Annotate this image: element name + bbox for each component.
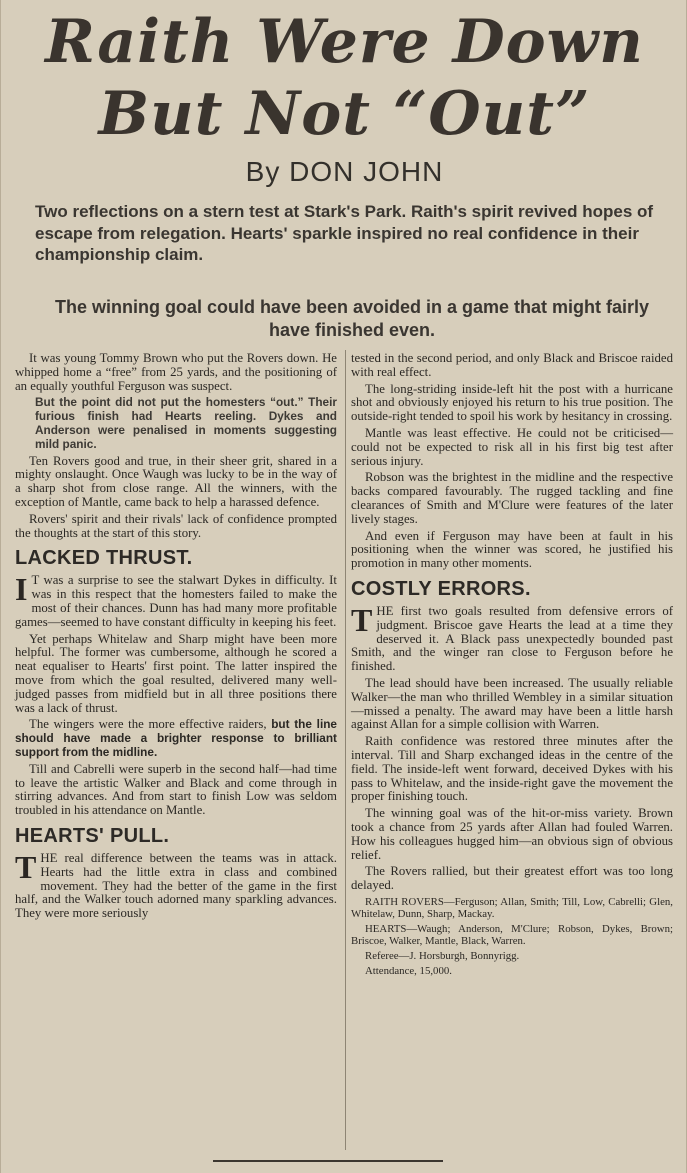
paragraph-text-bold: but the line should have made a brighter response to brilliant support from the midline.	[15, 717, 337, 759]
referee-line: Referee—J. Horsburgh, Bonnyrigg.	[365, 949, 520, 962]
bottom-rule	[213, 1160, 443, 1162]
paragraph: Till and Cabrelli were superb in the second half—had time to leave the artistic Walker and Black and come through in stirring advances. And from start to finish Low was seldom troubled in his attendance on Mantle.	[15, 761, 337, 818]
paragraph-text: HE real difference between the teams was in attack. Hearts had the little extra in class and combined movement. They had the better of the game in the first half, and the Walker touch adorned many sparkling advances. They were more seriously	[15, 850, 337, 921]
column-divider	[345, 350, 346, 1150]
deck-summary: Two reflections on a stern test at Stark's Park. Raith's spirit revived hopes of escape from relegation. Hearts' sparkle inspired no real confidence in their championship claim.	[35, 202, 654, 264]
paragraph	[351, 601, 673, 674]
paragraph: But the point did not put the homesters “out.” Their furious finish had Hearts reeling. Dykes and Anderson were penalised in moments suggesting mild panic.	[35, 395, 337, 451]
paragraph: The lead should have been increased. The usually reliable Walker—the man who thrilled Wembley in a similar situation—missed a penalty. The award may have been a little harsh against Allan for a simple collision with Warren.	[351, 675, 673, 732]
right-column	[351, 352, 673, 980]
attendance-line: Attendance, 15,000.	[365, 964, 452, 977]
drop-cap: I	[15, 571, 28, 608]
drop-cap: T	[351, 601, 373, 638]
paragraph-text: The wingers were the more effective raiders,	[29, 717, 267, 732]
paragraph	[15, 718, 337, 759]
paragraph: And even if Ferguson may have been at fault in his positioning when the winner was scored, he justified his promotion in many other moments.	[351, 528, 673, 571]
paragraph: Raith confidence was restored three minutes after the interval. Till and Sharp exchanged ideas in the centre of the field. The inside-left went forward, deceived Dykes with his pass to Whitelaw, and the inside-right gave the movement the proper finishing touch.	[351, 734, 673, 804]
paragraph: The winning goal was of the hit-or-miss variety. Brown took a chance from 25 yards after Allan had fouled Warren. How his colleagues hugged him—an obvious sign of obvious relief.	[351, 806, 673, 862]
paragraph: Rovers' spirit and their rivals' lack of confidence prompted the thoughts at the start of this story.	[15, 511, 337, 540]
paragraph-text: T was a surprise to see the stalwart Dykes in difficulty. It was in this respect that the homesters failed to make the most of their chances. Dunn has had many more profitable games—seemed to have constant difficulty in keeping his feet.	[15, 573, 337, 629]
paragraph	[15, 571, 337, 629]
drop-cap: T	[15, 848, 37, 885]
deck-subsummary: The winning goal could have been avoided in a game that might fairly have finished even.	[54, 297, 650, 340]
paragraph: Yet perhaps Whitelaw and Sharp might have been more helpful. The former was cumbersome, although he scored a neat equaliser to Hearts' first point. The latter inspired the move from which the goal resulted, delivered many well-judged passes from midfield but in all three positions there was a lack of thrust.	[15, 631, 337, 715]
subheading-costly-errors: COSTLY ERRORS.	[351, 577, 531, 600]
byline: By DON JOHN	[245, 156, 444, 187]
headline-line-2: But Not “Out”	[98, 79, 591, 149]
paragraph-text: HE first two goals resulted from defensive errors of judgment. Briscoe gave Hearts the lead at a time they deserved it. A Black pass unexpectedly bounded past Smith, and the winger ran close to Ferguson before he finished.	[351, 603, 673, 674]
team-line-hearts: HEARTS—Waugh; Anderson, M'Clure; Robson, Dykes, Brown; Briscoe, Walker, Mantle, Black, Warren.	[351, 922, 673, 947]
paragraph: Robson was the brightest in the midline and the respective backs compared favourably. The rugged tackling and fine clearances of Smith and M'Clure were features of the later lively stages.	[351, 470, 673, 526]
team-line-raith: RAITH ROVERS—Ferguson; Allan, Smith; Till, Low, Cabrelli; Glen, Whitelaw, Dunn, Sharp, Mackay.	[351, 895, 673, 920]
paragraph: It was young Tommy Brown who put the Rovers down. He whipped home a “free” from 25 yards, and the positioning of an equally youthful Ferguson was suspect.	[15, 351, 337, 393]
paragraph: Mantle was least effective. He could not be criticised—could not be expected to risk all in his first big test after serious injury.	[351, 425, 673, 468]
headline-line-1: Raith Were Down	[45, 7, 644, 77]
paragraph: The long-striding inside-left hit the post with a hurricane shot and obviously enjoyed his return to his true position. The outside-right tended to spoil his work by hesitancy in crossing.	[351, 381, 673, 424]
subheading-lacked-thrust: LACKED THRUST.	[15, 547, 193, 570]
left-column	[15, 352, 337, 924]
paragraph: The Rovers rallied, but their greatest effort was too long delayed.	[351, 864, 673, 893]
paragraph	[15, 848, 337, 921]
subheading-hearts-pull: HEARTS' PULL.	[15, 824, 170, 847]
paragraph: tested in the second period, and only Black and Briscoe raided with real effect.	[351, 351, 673, 379]
paragraph: Ten Rovers good and true, in their sheer grit, shared in a mighty onslaught. Once Waugh was lucky to be in the way of a sharp shot from close range. All the winners, with the exception of Mantle, came back to help a harassed defence.	[15, 453, 337, 509]
